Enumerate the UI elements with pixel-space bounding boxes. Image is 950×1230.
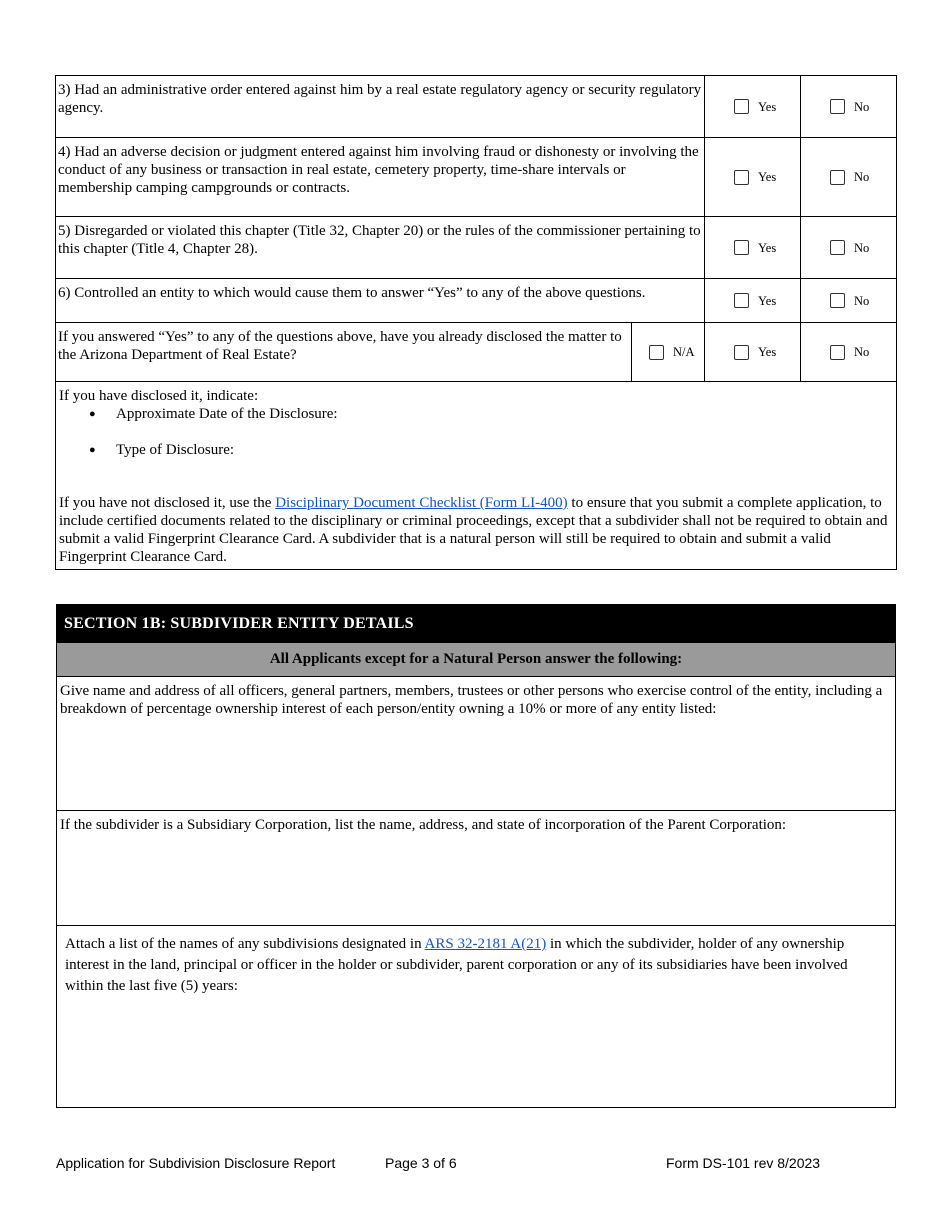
disclosure-intro: If you have disclosed it, indicate: [59,388,259,404]
disclosure-details [56,382,897,570]
question-text: 6) Controlled an entity to which would cause them to answer “Yes” to any of the above questions. [56,279,705,323]
yes-option[interactable]: Yes [705,279,801,323]
footer-title: Application for Subdivision Disclosure Report [56,1155,336,1171]
subdivisions-list-field[interactable]: Attach a list of the names of any subdivisions designated in ARS 32-2181 A(21) in which the subdivider, holder of any ownership interest in the land, principal or officer in the holder or subdivider, parent corporation or any of its subsidiaries have been involved within the last five (5) years: [65,936,848,994]
ars-link[interactable]: ARS 32-2181 A(21) [424,936,547,952]
checkbox-icon[interactable] [830,240,845,255]
not-disclosed-paragraph: If you have not disclosed it, use the Disciplinary Document Checklist (Form LI-400) to ensure that you submit a complete application, to include certified documents related to the disciplinary or criminal proceedings, except that a subdivider shall not be required to obtain and submit a valid Fingerprint Clearance Card. A subdivider that is a natural person will still be required to obtain and submit a valid Fingerprint Clearance Card. [59,495,888,565]
section-1b [56,604,896,1108]
checkbox-icon[interactable] [830,170,845,185]
checklist-link[interactable]: Disciplinary Document Checklist (Form LI-400) [275,495,568,511]
checkbox-icon[interactable] [734,99,749,114]
yes-option[interactable]: Yes [705,138,801,217]
subsidiary-prompt: If the subdivider is a Subsidiary Corporation, list the name, address, and state of incorporation of the Parent Corporation: [60,817,787,833]
checkbox-icon[interactable] [734,240,749,255]
footer-page: Page 3 of 6 [385,1155,457,1171]
checkbox-icon[interactable] [734,293,749,308]
officers-prompt: Give name and address of all officers, general partners, members, trustees or other persons who exercise control of the entity, including a breakdown of percentage ownership interest of each person/entity owning a 10% or more of any entity listed: [60,683,883,717]
checkbox-icon[interactable] [830,99,845,114]
checkbox-icon[interactable] [734,170,749,185]
question-row-6 [56,279,897,323]
checkbox-icon[interactable] [649,345,664,360]
disclosed-question-row [56,323,897,382]
disclosure-details-row [56,382,897,570]
yes-option[interactable]: Yes [705,323,801,382]
no-option[interactable]: No [801,138,897,217]
checkbox-icon[interactable] [734,345,749,360]
question-text: 4) Had an adverse decision or judgment entered against him involving fraud or dishonesty or involving the conduct of any business or transaction in real estate, cemetery property, time-share intervals or membership camping campgrounds or contracts. [56,138,705,217]
no-option[interactable]: No [801,76,897,138]
na-option[interactable]: N/A [632,323,705,382]
parent-corporation-field[interactable] [57,811,895,926]
checkbox-icon[interactable] [830,293,845,308]
question-table [55,75,897,570]
footer-form: Form DS-101 rev 8/2023 [666,1155,821,1171]
section-title: SECTION 1B: SUBDIVIDER ENTITY DETAILS [57,605,895,643]
no-option[interactable]: No [801,279,897,323]
question-row-3 [56,76,897,138]
bullet-type: ● Type of Disclosure: [59,441,893,459]
section-subheader: All Applicants except for a Natural Person answer the following: [57,643,895,677]
bullet-date: ● Approximate Date of the Disclosure: [59,405,893,423]
question-row-5 [56,217,897,279]
yes-option[interactable]: Yes [705,76,801,138]
officers-field[interactable] [57,677,895,811]
question-text: 5) Disregarded or violated this chapter (Title 32, Chapter 20) or the rules of the commissioner pertaining to this chapter (Title 4, Chapter 28). [56,217,705,279]
disclosed-question-text: If you answered “Yes” to any of the questions above, have you already disclosed the matter to the Arizona Department of Real Estate? [56,323,632,382]
yes-option[interactable]: Yes [705,217,801,279]
no-option[interactable]: No [801,323,897,382]
no-option[interactable]: No [801,217,897,279]
checkbox-icon[interactable] [830,345,845,360]
question-text: 3) Had an administrative order entered against him by a real estate regulatory agency or security regulatory agency. [56,76,705,138]
question-row-4 [56,138,897,217]
disclosure-bullets [59,405,893,459]
